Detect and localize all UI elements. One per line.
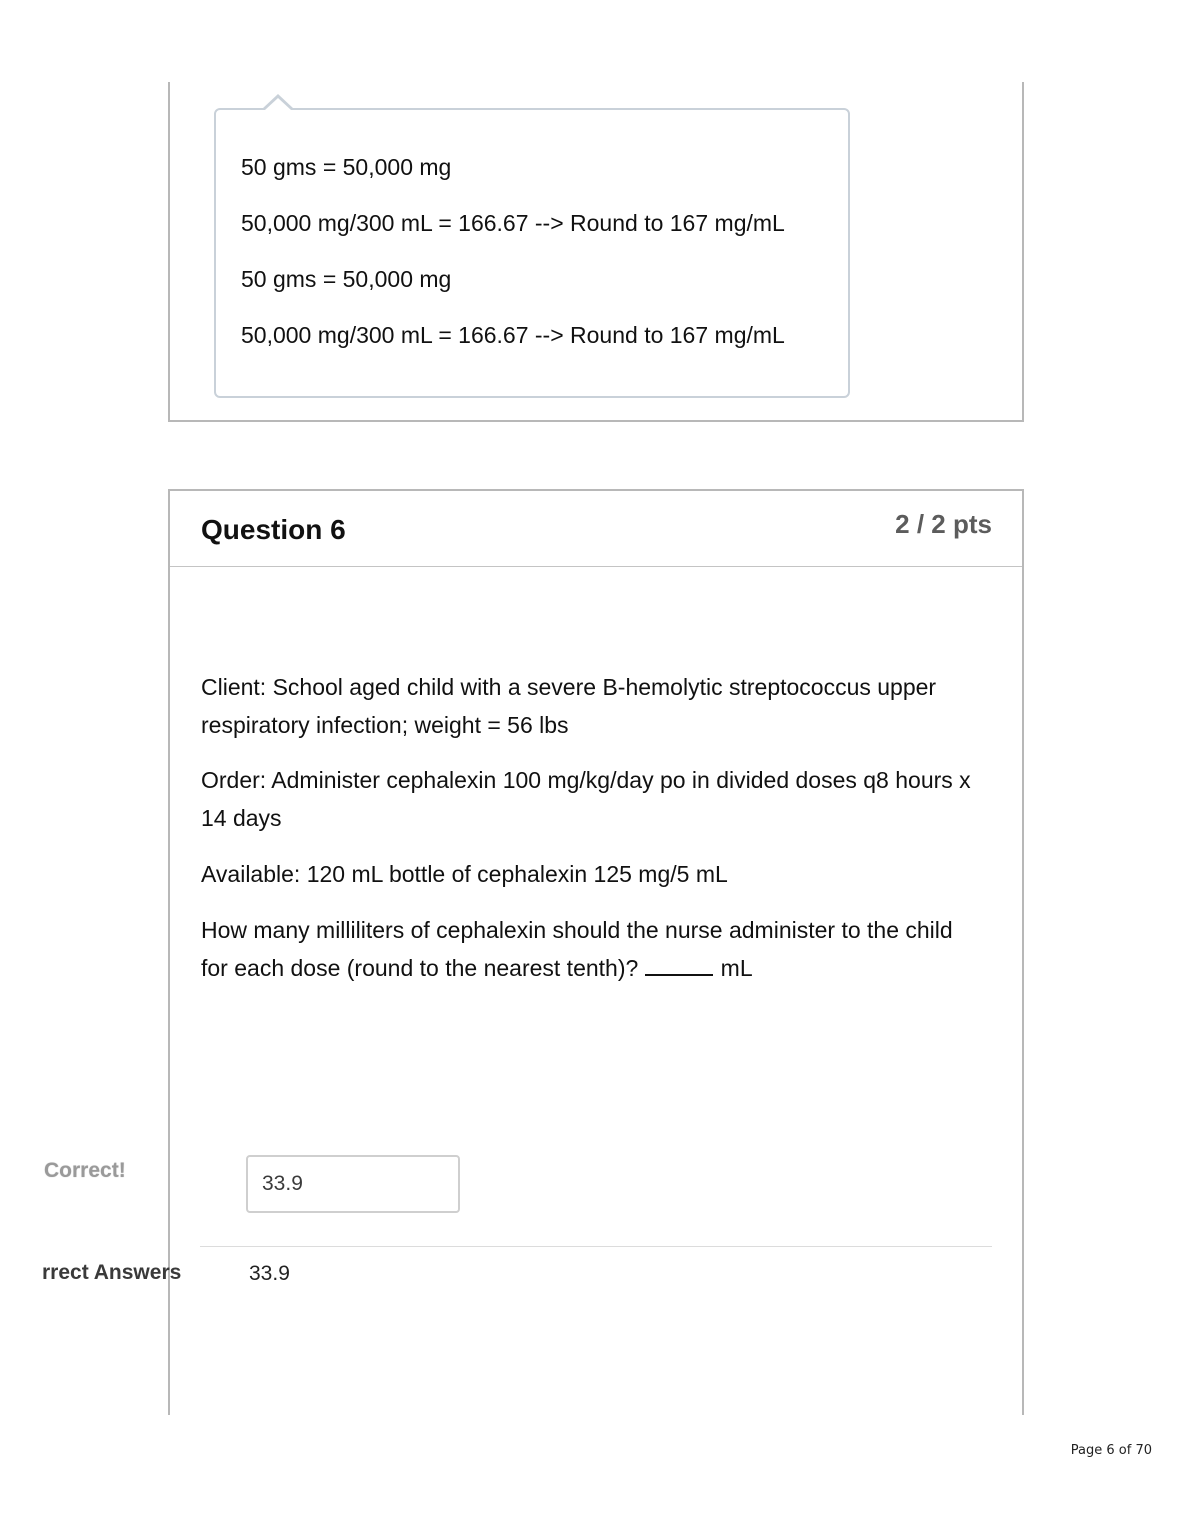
correct-answer-value: 33.9 xyxy=(249,1262,290,1285)
question-prompt-text: How many milliliters of cephalexin should the nurse administer to the child for each dose (round to the nearest tenth)? xyxy=(201,917,953,981)
correct-status-label: Correct! xyxy=(44,1159,126,1182)
answer-comment-bubble xyxy=(214,108,850,398)
answers-divider xyxy=(200,1246,992,1247)
question-client-text: Client: School aged child with a severe B-hemolytic streptococcus upper respiratory infection; weight = 56 lbs xyxy=(201,674,937,738)
page-indicator: Page 6 of 70 xyxy=(1070,1443,1152,1458)
comment-line-4: 50,000 mg/300 mL = 166.67 --> Round to 167 mg/mL xyxy=(241,322,785,348)
question-points: 2 / 2 pts xyxy=(895,509,992,539)
question-title: Question 6 xyxy=(201,514,346,545)
comment-bubble-arrow-fill xyxy=(265,98,291,110)
comment-line-1: 50 gms = 50,000 mg xyxy=(241,154,452,180)
comment-line-3: 50 gms = 50,000 mg xyxy=(241,266,452,292)
correct-answers-label: rrect Answers xyxy=(42,1261,182,1284)
answer-blank-line xyxy=(645,954,713,976)
comment-line-2: 50,000 mg/300 mL = 166.67 --> Round to 167 mg/mL xyxy=(241,210,785,236)
question-available-text: Available: 120 mL bottle of cephalexin 125 mg/5 mL xyxy=(201,861,728,887)
answer-input[interactable] xyxy=(246,1155,460,1213)
answer-unit: mL xyxy=(720,955,753,981)
question-order-text: Order: Administer cephalexin 100 mg/kg/day po in divided doses q8 hours x 14 days xyxy=(201,767,971,831)
question-prompt xyxy=(201,911,971,987)
question-header-divider xyxy=(170,566,1022,567)
